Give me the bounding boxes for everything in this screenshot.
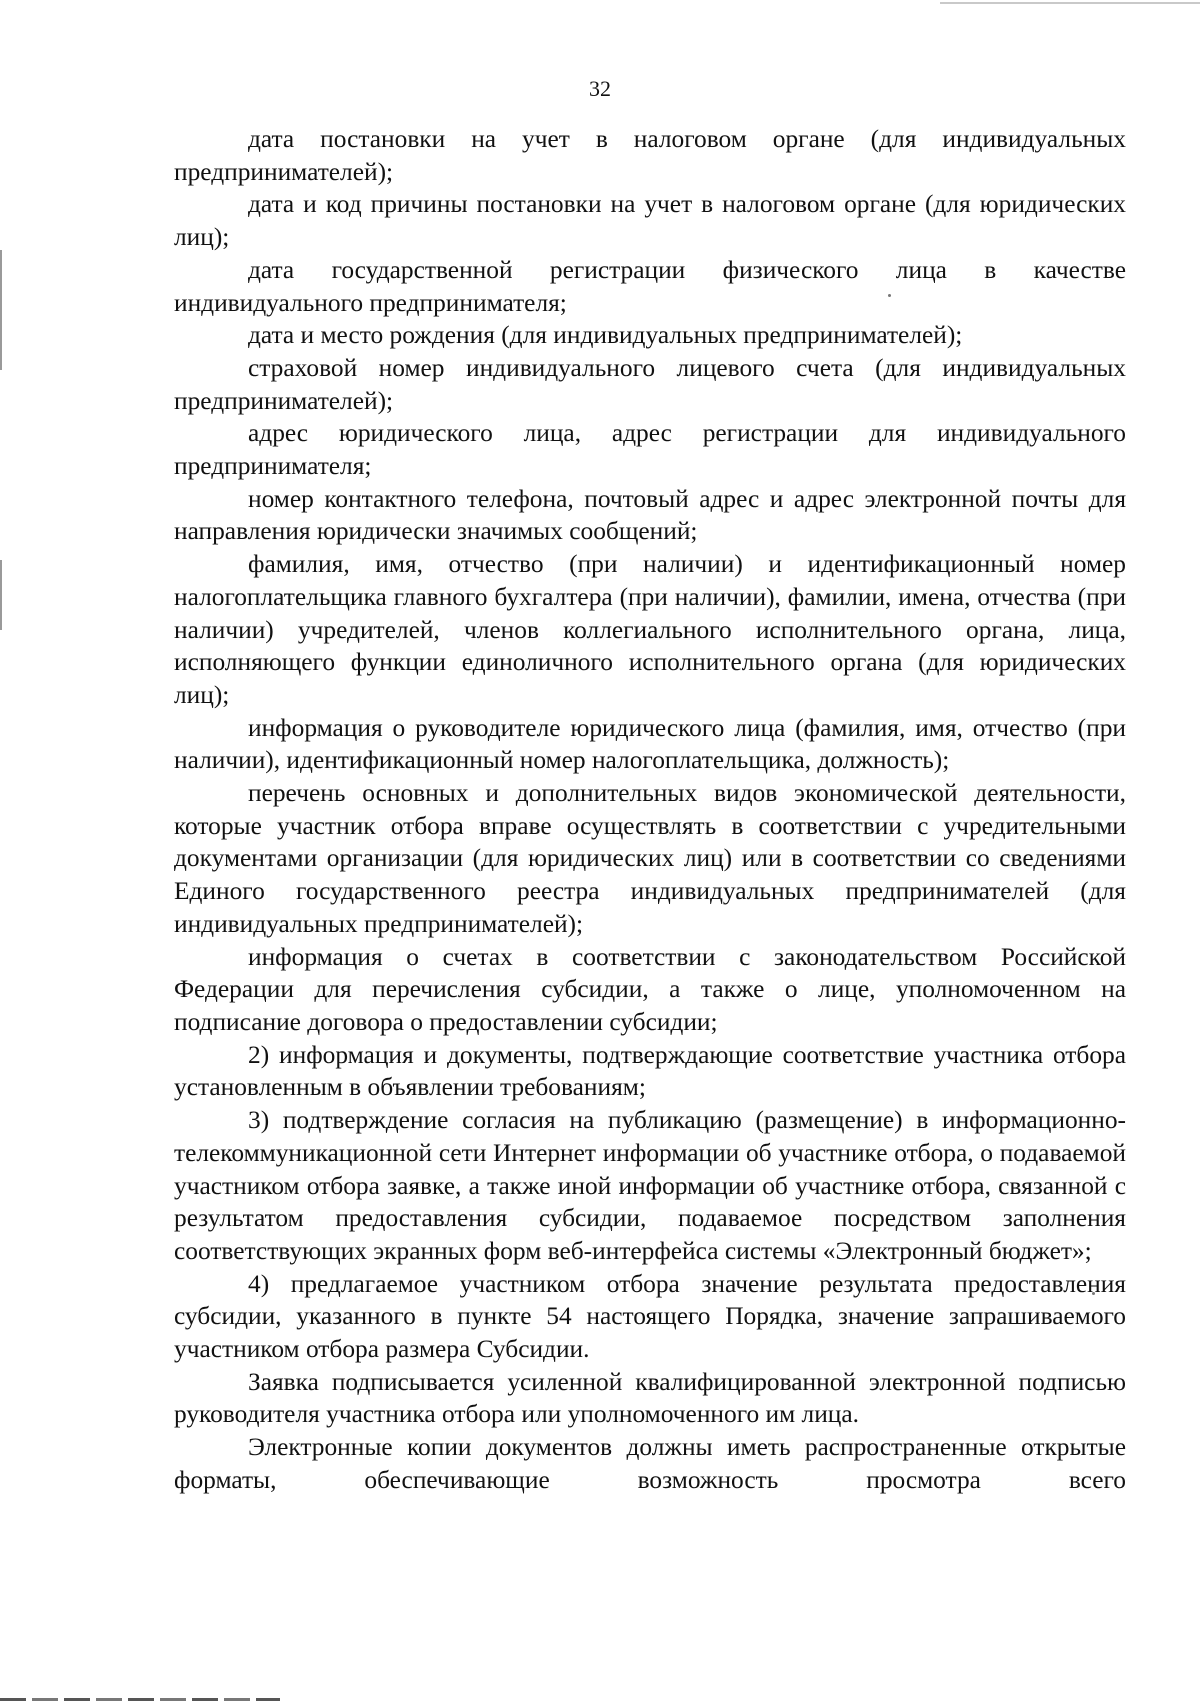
- paragraph-signature: Заявка подписывается усиленной квалифицированной электронной подписью руководителя участника отбора или уполномоченного им лица.: [174, 1367, 1126, 1429]
- page-number: 32: [589, 76, 611, 101]
- paragraph-item-4: 4) предлагаемое участником отбора значение результата предоставления субсидии, указанного в пункте 54 настоящего Порядка, значение запрашиваемого участником отбора размера Субсидии.: [174, 1269, 1126, 1364]
- paragraph-insurance-number: страховой номер индивидуального лицевого счета (для индивидуальных предпринимателей);: [174, 353, 1126, 415]
- scan-edge-bottom: [0, 1698, 280, 1701]
- paragraph-bank-accounts: информация о счетах в соответствии с законодательством Российской Федерации для перечисления субсидии, а также о лице, уполномоченном на подписание договора о предоставлении субсидии;: [174, 942, 1126, 1036]
- paragraph-state-registration-date: дата государственной регистрации физического лица в качестве индивидуального предпринимателя;: [174, 255, 1126, 317]
- paragraph-address: адрес юридического лица, адрес регистрации для индивидуального предпринимателя;: [174, 419, 1126, 481]
- scan-edge-top: [940, 2, 1200, 4]
- paragraph-activity-types: перечень основных и дополнительных видов экономической деятельности, которые участник отбора вправе осуществлять в соответствии с учредительными документами организации (для юридических лиц) или в соответствии со сведениями Единого государственного реестра индивидуальных предпринимателей (для индивидуальных предпринимателей);: [174, 779, 1126, 938]
- paragraph-director-info: информация о руководителе юридического лица (фамилия, имя, отчество (при наличии), идентификационный номер налогоплательщика, должность);: [174, 713, 1126, 775]
- document-body: [174, 123, 1126, 1497]
- paragraph-tax-registration-code: дата и код причины постановки на учет в налоговом органе (для юридических лиц);: [174, 190, 1126, 252]
- paragraph-tax-registration-date: дата постановки на учет в налоговом органе (для индивидуальных предпринимателей);: [174, 125, 1126, 186]
- paragraph-item-2: 2) информация и документы, подтверждающие соответствие участника отбора установленным в объявлении требованиям;: [174, 1040, 1126, 1102]
- scan-edge-left-upper: [0, 250, 2, 370]
- paragraph-accountant-founders: фамилия, имя, отчество (при наличии) и идентификационный номер налогоплательщика главного бухгалтера (при наличии), фамилии, имена, отчества (при наличии) учредителей, членов коллегиального исполнительного органа, лица, исполняющего функции единоличного исполнительного органа (для юридических лиц);: [174, 550, 1126, 709]
- paragraph-electronic-copies: Электронные копии документов должны иметь распространенные открытые форматы, обеспечивающие возможность просмотра всего: [174, 1433, 1126, 1494]
- paragraph-item-3: 3) подтверждение согласия на публикацию (размещение) в информационно-телекоммуникационной сети Интернет информации об участнике отбора, о подаваемой участником отбора заявке, а также иной информации об участнике отбора, связанной с результатом предоставления субсидии, подаваемое посредством заполнения соответствующих экранных форм веб-интерфейса системы «Электронный бюджет»;: [174, 1106, 1126, 1265]
- paragraph-contacts: номер контактного телефона, почтовый адрес и адрес электронной почты для направления юридически значимых сообщений;: [174, 484, 1126, 546]
- paragraph-birth-date-place: дата и место рождения (для индивидуальных предпринимателей);: [248, 321, 963, 350]
- scan-edge-left-lower: [0, 560, 2, 630]
